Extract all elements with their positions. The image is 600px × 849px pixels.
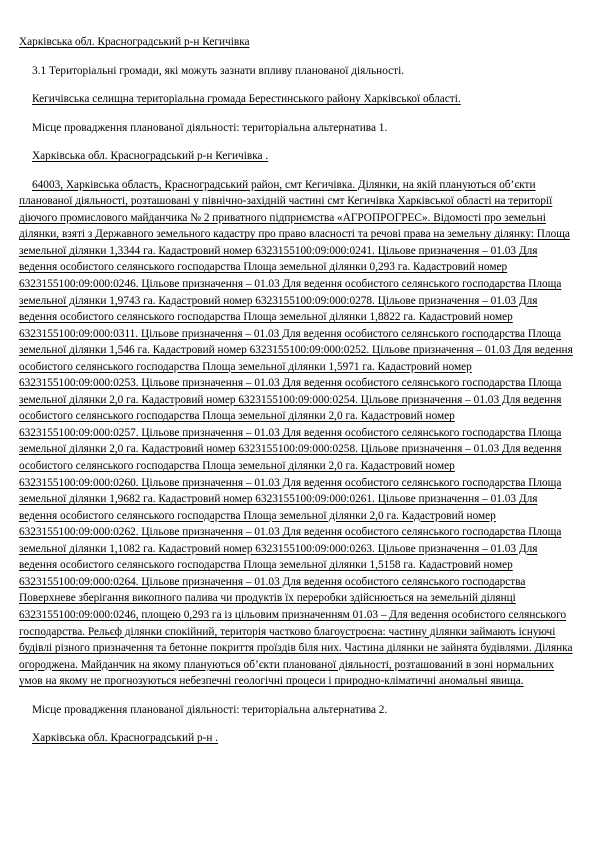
territorial-community-line: Кегичівська селищна територіальна громада Берестинського району Харківської області.	[32, 93, 461, 106]
section-3-1-heading: 3.1 Територіальні громади, які можуть зазнати впливу планованої діяльності.	[32, 64, 405, 77]
location-alternative-1-line: Місце провадження планованої діяльності: територіальна альтернатива 1.	[32, 121, 388, 134]
location-alternative-2-line: Місце провадження планованої діяльності: територіальна альтернатива 2.	[32, 703, 388, 716]
region-alternative-1-line: Харківська обл. Красноградський р-н Кегичівка .	[32, 150, 269, 163]
region-heading: Харківська обл. Красноградський р-н Кегичівка	[19, 36, 250, 48]
land-plots-paragraph: 64003, Харківська область, Красноградський район, смт Кегичівка. Ділянки, на якій плануються об’єкти планованої діяльності, розташовані у північно-західній частині смт Кегичівка Харківської області на території діючого промислового майданчика № 2 приватного підприємства «АГРОПРОГРЕС». Відомості про земельні ділянки, взяті з Державного земельного кадастру про право власності та речові права на земельну ділянку: Площа земельної ділянки 1,3344 га. Кадастровий номер 6323155100:09:000:0241. Цільове призначення – 01.03 Для ведення особистого селянського господарства Площа земельної ділянки 0,293 га. Кадастровий номер 6323155100:09:000:0246. Цільове призначення – 01.03 Для ведення особистого селянського господарства Площа земельної ділянки 1,9743 га. Кадастровий номер 6323155100:09:000:0278. Цільове призначення – 01.03 Для ведення особистого селянського господарства Площа земельної ділянки 1,8822 га. Кадастровий номер 6323155100:09:000:0311. Цільове призначення – 01.03 Для ведення особистого селянського господарства Площа земельної ділянки 1,546 га. Кадастровий номер 6323155100:09:000:0252. Цільове призначення – 01.03 Для ведення особистого селянського господарства Площа земельної ділянки 1,5971 га. Кадастровий номер 6323155100:09:000:0253. Цільове призначення – 01.03 Для ведення особистого селянського господарства Площа земельної ділянки 2,0 га. Кадастровий номер 6323155100:09:000:0254. Цільове призначення – 01.03 Для ведення особистого селянського господарства Площа земельної ділянки 2,0 га. Кадастровий номер 6323155100:09:000:0257. Цільове призначення – 01.03 Для ведення особистого селянського господарства Площа земельної ділянки 2,0 га. Кадастровий номер 6323155100:09:000:0258. Цільове призначення – 01.03 Для ведення особистого селянського господарства Площа земельної ділянки 2,0 га. Кадастровий номер 6323155100:09:000:0260. Цільове призначення – 01.03 Для ведення особистого селянського господарства Площа земельної ділянки 1,9682 га. Кадастровий номер 6323155100:09:000:0261. Цільове призначення – 01.03 Для ведення особистого селянського господарства Площа земельної ділянки 2,0 га. Кадастровий номер 6323155100:09:000:0262. Цільове призначення – 01.03 Для ведення особистого селянського господарства Площа земельної ділянки 1,1082 га. Кадастровий номер 6323155100:09:000:0263. Цільове призначення – 01.03 Для ведення особистого селянського господарства Площа земельної ділянки 1,5158 га. Кадастровий номер 6323155100:09:000:0264. Цільове призначення – 01.03 Для ведення особистого селянського господарства Поверхневе зберігання викопного палива чи продуктів їх переробки здійснюється на земельній ділянці 6323155100:09:000:0246, площею 0,293 га із цільовим призначенням 01.03 – Для ведення особистого селянського господарства. Рельєф ділянки спокійний, територія частково благоустроєна: частину ділянки займають існуючі будівлі різного призначення та бетонне покриття проїздів біля них. Частина ділянки не зайнята будівлями. Ділянка огороджена. Майданчик на якому плануються об’єкти планованої діяльності, розташований в зоні нормальних умов на якому не прогнозуються небезпечні геологічні процеси і природно-кліматичні аномальні явища.	[19, 178, 573, 688]
region-alternative-2-line: Харківська обл. Красноградський р-н .	[32, 732, 219, 745]
